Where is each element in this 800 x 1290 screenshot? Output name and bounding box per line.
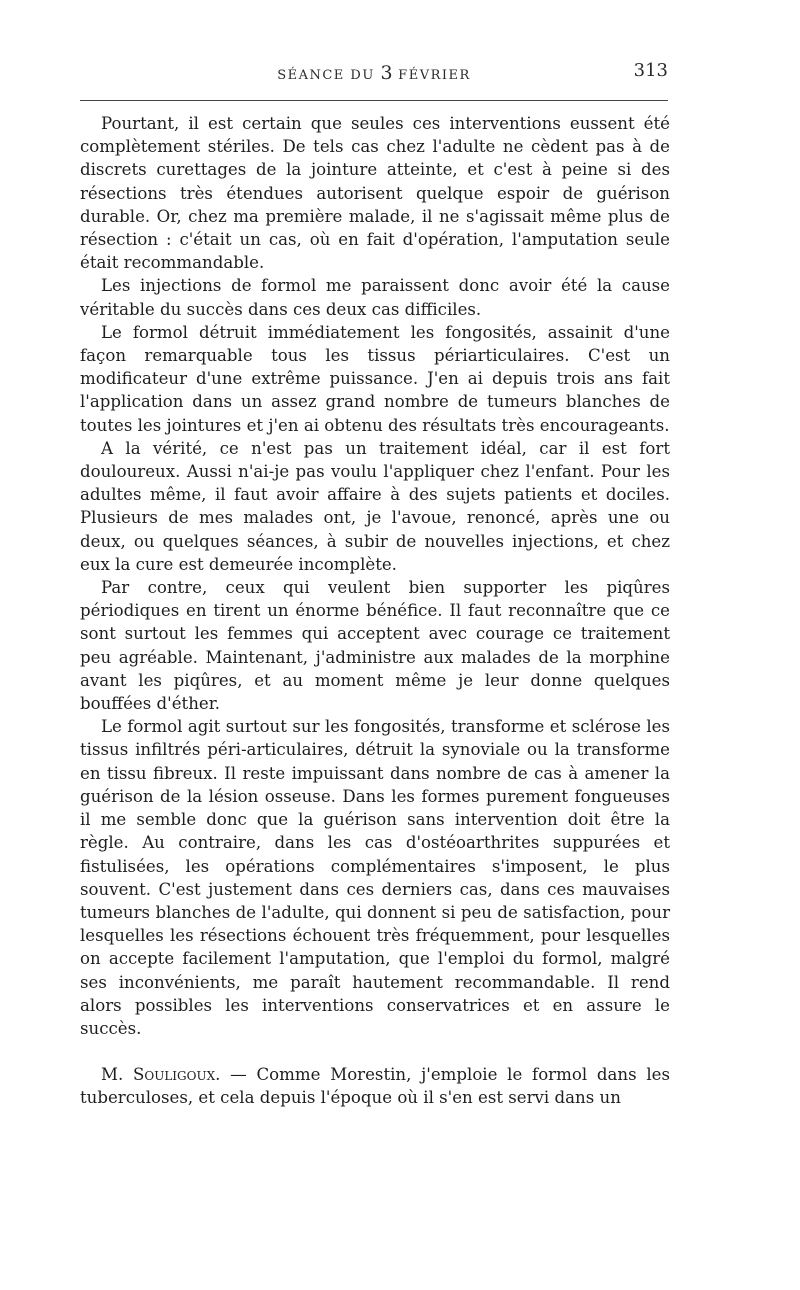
paragraph-6: Le formol agit surtout sur les fongosités, transforme et sclérose les tissus infiltrés péri-articulaires, détruit la synoviale ou la transforme en tissu fibreux. Il reste impuissant dans nombre de cas à amener la guérison de la lésion osseuse. Dans les formes purement fongueuses il me semble donc que la guérison sans intervention doit être la règle. Au contraire, dans les cas d'ostéoarthrites suppurées et fistulisées, les opérations complémentaires s'imposent, le plus souvent. C'est justement dans ces derniers cas, dans ces mauvaises tumeurs blanches de l'adulte, qui donnent si peu de satisfaction, pour lesquelles les résections échouent très fréquemment, pour lesquelles on accepte facilement l'amputation, que l'emploi du formol, malgré ses inconvénients, me paraît hautement recommandable. Il rend alors possibles les interventions conservatrices et en assure le succès. xyxy=(80,717,670,1038)
paragraph-1: Pourtant, il est certain que seules ces interventions eussent été complètement stériles. De tels cas chez l'adulte ne cèdent pas à de discrets curettages de la jointure atteinte, et c'est à peine si des résections très étendues autorisent quelque espoir de guérison durable. Or, chez ma première malade, il ne s'agissait même plus de résection : c'était un cas, où en fait d'opération, l'amputation seule était recommandable. xyxy=(80,114,670,273)
paragraph-3: Le formol détruit immédiatement les fongosités, assainit d'une façon remarquable tous les tissus périarticulaires. C'est un modificateur d'une extrême puissance. J'en ai depuis trois ans fait l'application dans un assez grand nombre de tumeurs blanches de toutes les jointures et j'en ai obtenu des résultats très encourageants. xyxy=(80,322,670,435)
paragraph-2: Les injections de formol me paraissent donc avoir été la cause véritable du succès dans ces deux cas difficiles. xyxy=(80,276,670,319)
header-title-part1: SÉANCE DU xyxy=(277,68,381,83)
speaker-name: Souligoux xyxy=(133,1065,216,1085)
header-title xyxy=(80,62,668,84)
speech-paragraph xyxy=(80,1063,670,1109)
header-title-part2: FÉVRIER xyxy=(392,68,471,83)
speech-text: . — Comme Morestin, j'emploie le formol dans les tuberculoses, et cela depuis l'époque où il s'en est servi dans un xyxy=(80,1065,670,1108)
running-header xyxy=(80,56,668,90)
paragraph-4: A la vérité, ce n'est pas un traitement idéal, car il est fort douloureux. Aussi n'ai-je pas voulu l'appliquer chez l'enfant. Pour les adultes même, il faut avoir affaire à des sujets patients et dociles. Plusieurs de mes malades ont, je l'avoue, renoncé, après une ou deux, ou quelques séances, à subir de nouvelles injections, et chez eux la cure est demeurée incomplète. xyxy=(80,438,670,574)
body-text xyxy=(80,112,670,1110)
paragraph-5: Par contre, ceux qui veulent bien supporter les piqûres périodiques en tirent un énorme bénéfice. Il faut reconnaître que ce sont surtout les femmes qui acceptent avec courage ce traitement peu agréable. Maintenant, j'administre aux malades de la morphine avant les piqûres, et au moment même je leur donne quelques bouffées d'éther. xyxy=(80,578,670,714)
header-rule xyxy=(80,100,668,101)
header-title-number: 3 xyxy=(380,62,393,84)
page-number: 313 xyxy=(633,60,668,81)
speaker-prefix: M. xyxy=(101,1065,134,1085)
